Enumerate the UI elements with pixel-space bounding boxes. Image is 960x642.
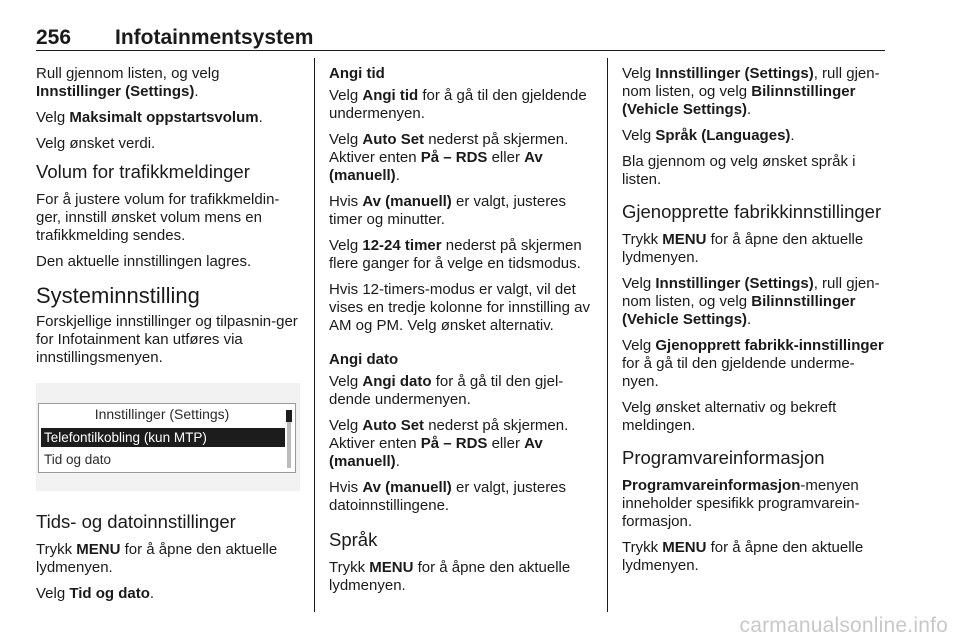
- text: Trykk: [329, 559, 370, 576]
- paragraph: [329, 87, 594, 123]
- menu-term: Gjenopprett fabrikk-innstillinger: [655, 337, 884, 354]
- screen-row: Tid og dato: [44, 452, 112, 467]
- text: for å gå til den gjeldende undermenyen.: [329, 87, 587, 122]
- text: Trykk: [622, 539, 663, 556]
- section-heading-fabrikk: Gjenopprette fabrikkinnstillinger: [622, 201, 882, 222]
- settings-screen-illustration: [36, 383, 300, 491]
- text: Velg: [329, 131, 363, 148]
- paragraph: [329, 559, 594, 595]
- text: .: [747, 311, 752, 328]
- text: for å åpne den aktuelle lydmenyen.: [622, 231, 864, 266]
- paragraph: [622, 231, 887, 267]
- text: eller: [487, 149, 525, 166]
- menu-term: Angi tid: [362, 87, 419, 104]
- text: Velg: [622, 337, 656, 354]
- paragraph: [329, 193, 594, 229]
- text: Hvis: [329, 193, 363, 210]
- text: .: [194, 83, 199, 100]
- paragraph: [36, 541, 300, 577]
- paragraph: [622, 337, 887, 391]
- text: -menyen inneholder spesifikk programvarein-formasjon.: [622, 477, 860, 530]
- menu-term: Innstillinger (Settings): [655, 65, 814, 82]
- text: .: [395, 167, 400, 184]
- menu-term: På – RDS: [420, 435, 488, 452]
- column-divider-2: [607, 58, 608, 612]
- text: er valgt, justeres datoinnstillingene.: [329, 479, 567, 514]
- text: for å gå til den gjeldende underme-nyen.: [622, 355, 855, 390]
- menu-term: Bilinnstillinger (Vehicle Settings): [622, 293, 856, 328]
- page-number: 256: [36, 26, 72, 49]
- button-term: MENU: [662, 539, 707, 556]
- text: Velg: [329, 373, 363, 390]
- page-title: Infotainmentsystem: [115, 26, 314, 49]
- page-header: [36, 26, 885, 50]
- text: eller: [487, 435, 525, 452]
- screen-selected-row: Telefontilkobling (kun MTP): [41, 428, 285, 447]
- paragraph: [36, 109, 300, 127]
- column-divider-1: [314, 58, 315, 612]
- menu-term: Innstillinger (Settings): [655, 275, 814, 292]
- text: for å åpne den aktuelle lydmenyen.: [329, 559, 571, 594]
- paragraph: [329, 131, 594, 185]
- menu-term: Av (manuell): [362, 193, 452, 210]
- text: Velg: [622, 275, 656, 292]
- paragraph: Hvis 12-timers-modus er valgt, vil det vises en tredje kolonne for innstilling av AM og PM. Velg ønsket alternativ.: [329, 281, 590, 334]
- text: .: [149, 585, 155, 602]
- text: Velg: [622, 127, 656, 144]
- text: nederst på skjermen. Aktiver enten: [329, 131, 569, 166]
- text: , rull gjen-nom listen, og velg: [622, 275, 880, 310]
- column-3: [622, 65, 887, 583]
- column-1: [36, 65, 300, 611]
- paragraph: [329, 237, 594, 273]
- menu-term: På – RDS: [420, 149, 488, 166]
- section-heading-volum: Volum for trafikkmeldinger: [36, 161, 250, 182]
- text: Trykk: [622, 231, 663, 248]
- paragraph: Bla gjennom og velg ønsket språk i listen.: [622, 153, 856, 188]
- button-term: MENU: [76, 541, 121, 558]
- text: Velg: [36, 109, 70, 126]
- paragraph: Forskjellige innstillinger og tilpasnin-ger for Infotainment kan utføres via innstillingsmenyen.: [36, 313, 298, 366]
- menu-term: Tid og dato: [69, 585, 150, 602]
- chapter-heading-systeminnstilling: Systeminnstilling: [36, 283, 200, 308]
- menu-term: Språk (Languages): [655, 127, 791, 144]
- paragraph: For å justere volum for trafikkmeldin-ger, innstill ønsket volum mens en trafikkmelding sendes.: [36, 191, 280, 244]
- text: , rull gjen-nom listen, og velg: [622, 65, 880, 100]
- paragraph: Den aktuelle innstillingen lagres.: [36, 253, 252, 270]
- display-screen: [38, 403, 296, 473]
- paragraph: [622, 65, 887, 119]
- text: Velg: [329, 417, 363, 434]
- menu-term: Innstillinger (Settings): [36, 83, 195, 100]
- section-heading-tid: Tids- og datoinnstillinger: [36, 511, 236, 532]
- button-term: MENU: [662, 231, 707, 248]
- text: for å åpne den aktuelle lydmenyen.: [622, 539, 864, 574]
- text: Hvis: [329, 479, 363, 496]
- paragraph: [622, 127, 887, 145]
- screen-title: Innstillinger (Settings): [94, 406, 230, 422]
- subheading-angi-tid: Angi tid: [329, 65, 385, 82]
- section-heading-sprak: Språk: [329, 529, 378, 550]
- menu-term: Av (manuell): [362, 479, 452, 496]
- menu-term: Maksimalt oppstartsvolum: [69, 109, 259, 126]
- button-term: MENU: [369, 559, 414, 576]
- text: Velg: [329, 87, 363, 104]
- paragraph: [622, 275, 887, 329]
- menu-term: Programvareinformasjon: [622, 477, 801, 494]
- text: for å gå til den gjel-dende undermenyen.: [329, 373, 564, 408]
- text: nederst på skjermen flere ganger for å velge en tidsmodus.: [329, 237, 582, 272]
- text: er valgt, justeres timer og minutter.: [329, 193, 567, 228]
- menu-term: 12-24 timer: [362, 237, 442, 254]
- paragraph: Velg ønsket alternativ og bekreft meldingen.: [622, 399, 837, 434]
- text: Trykk: [36, 541, 77, 558]
- text: .: [747, 101, 752, 118]
- paragraph: [36, 65, 300, 101]
- paragraph: [622, 477, 887, 531]
- column-2: [329, 65, 594, 603]
- text: for å åpne den aktuelle lydmenyen.: [36, 541, 278, 576]
- text: .: [790, 127, 795, 144]
- watermark[interactable]: carmanualsonline.info: [739, 614, 948, 637]
- paragraph: Velg ønsket verdi.: [36, 135, 156, 152]
- section-heading-programvare: Programvareinformasjon: [622, 447, 825, 468]
- menu-term: Av (manuell): [329, 149, 543, 184]
- text: nederst på skjermen. Aktiver enten: [329, 417, 569, 452]
- subheading-angi-dato: Angi dato: [329, 351, 399, 368]
- screen-scroll-thumb: [286, 410, 292, 422]
- menu-term: Bilinnstillinger (Vehicle Settings): [622, 83, 856, 118]
- screen-scrollbar: [287, 410, 291, 468]
- header-rule: [36, 50, 885, 51]
- paragraph: [329, 417, 594, 471]
- paragraph: [329, 479, 594, 515]
- text: Velg: [622, 65, 656, 82]
- text: .: [258, 109, 263, 126]
- text: Velg: [36, 585, 70, 602]
- menu-term: Angi dato: [362, 373, 432, 390]
- paragraph: [329, 373, 594, 409]
- menu-term: Auto Set: [362, 417, 425, 434]
- paragraph: [36, 585, 300, 603]
- text: Rull gjennom listen, og velg: [36, 65, 220, 82]
- menu-term: Av (manuell): [329, 435, 543, 470]
- text: Velg: [329, 237, 363, 254]
- text: .: [395, 453, 400, 470]
- paragraph: [622, 539, 887, 575]
- menu-term: Auto Set: [362, 131, 425, 148]
